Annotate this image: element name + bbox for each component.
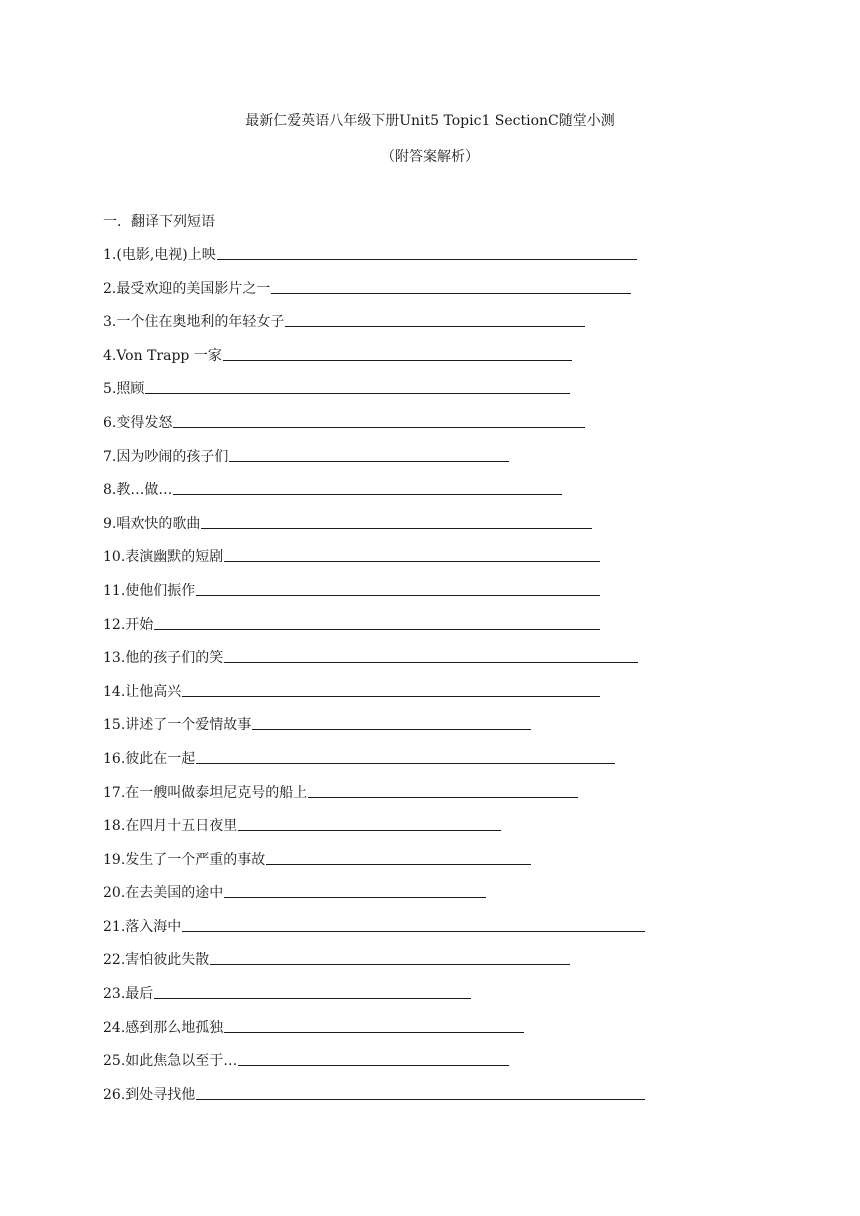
phrase-list: [103, 245, 663, 1118]
phrase-item: [103, 984, 663, 1018]
answer-blank[interactable]: [154, 984, 471, 999]
phrase-label: 19.发生了一个严重的事故: [103, 851, 266, 868]
phrase-label: 6.变得发怒: [103, 414, 173, 431]
phrase-item: [103, 1018, 663, 1052]
answer-blank[interactable]: [271, 279, 631, 294]
phrase-item: [103, 850, 663, 884]
answer-blank[interactable]: [224, 883, 486, 898]
phrase-item: [103, 581, 663, 615]
phrase-label: 11.使他们振作: [103, 582, 196, 599]
answer-blank[interactable]: [173, 413, 585, 428]
phrase-item: [103, 312, 663, 346]
phrase-label: 12.开始: [103, 616, 154, 633]
phrase-label: 5.照顾: [103, 381, 145, 398]
phrase-label: 8.教…做…: [103, 482, 173, 499]
phrase-item: [103, 682, 663, 716]
phrase-label: 23.最后: [103, 986, 154, 1003]
document-title: 最新仁爱英语八年级下册Unit5 Topic1 SectionC随堂小测: [245, 113, 615, 129]
answer-blank[interactable]: [224, 648, 638, 663]
answer-blank[interactable]: [173, 480, 562, 495]
answer-blank[interactable]: [196, 581, 600, 596]
phrase-label: 9.唱欢快的歌曲: [103, 515, 201, 532]
phrase-item: [103, 1051, 663, 1085]
phrase-label: 26.到处寻找他: [103, 1086, 196, 1103]
phrase-item: [103, 816, 663, 850]
phrase-item: [103, 615, 663, 649]
answer-blank[interactable]: [224, 1018, 524, 1033]
phrase-item: [103, 379, 663, 413]
section-heading: 一．翻译下列短语: [103, 214, 215, 230]
phrase-item: [103, 950, 663, 984]
phrase-label: 1.(电影,电视)上映: [103, 247, 216, 263]
phrase-label: 3.一个住在奥地利的年轻女子: [103, 314, 285, 331]
answer-blank[interactable]: [196, 1085, 645, 1100]
answer-blank[interactable]: [229, 447, 509, 462]
phrase-label: 4.Von Trapp 一家: [103, 347, 222, 364]
phrase-label: 2.最受欢迎的美国影片之一: [103, 280, 271, 297]
phrase-item: [103, 715, 663, 749]
phrase-item: [103, 883, 663, 917]
phrase-item: [103, 648, 663, 682]
phrase-label: 22.害怕彼此失散: [103, 952, 210, 969]
answer-blank[interactable]: [145, 379, 570, 394]
phrase-label: 18.在四月十五日夜里: [103, 818, 238, 835]
phrase-label: 7.因为吵闹的孩子们: [103, 448, 229, 465]
phrase-label: 20.在去美国的途中: [103, 885, 224, 902]
phrase-item: [103, 480, 663, 514]
phrase-item: [103, 245, 663, 279]
answer-blank[interactable]: [154, 615, 600, 630]
answer-blank[interactable]: [182, 917, 645, 932]
phrase-label: 24.感到那么地孤独: [103, 1019, 224, 1036]
answer-blank[interactable]: [308, 783, 578, 798]
phrase-label: 25.如此焦急以至于…: [103, 1053, 238, 1070]
phrase-item: [103, 346, 663, 380]
phrase-label: 16.彼此在一起: [103, 750, 196, 767]
phrase-item: [103, 917, 663, 951]
answer-blank[interactable]: [196, 749, 615, 764]
phrase-label: 17.在一艘叫做泰坦尼克号的船上: [103, 784, 308, 801]
phrase-item: [103, 447, 663, 481]
answer-blank[interactable]: [224, 547, 600, 562]
phrase-label: 10.表演幽默的短剧: [103, 549, 224, 566]
answer-blank[interactable]: [223, 346, 572, 361]
answer-blank[interactable]: [252, 715, 531, 730]
phrase-item: [103, 783, 663, 817]
answer-blank[interactable]: [238, 1051, 509, 1066]
phrase-item: [103, 279, 663, 313]
answer-blank[interactable]: [238, 816, 501, 831]
answer-blank[interactable]: [285, 312, 585, 327]
phrase-item: [103, 1085, 663, 1119]
document-subtitle: （附答案解析）: [381, 149, 479, 165]
answer-blank[interactable]: [210, 950, 570, 965]
phrase-item: [103, 749, 663, 783]
answer-blank[interactable]: [201, 514, 592, 529]
answer-blank[interactable]: [217, 245, 637, 260]
phrase-label: 21.落入海中: [103, 918, 182, 935]
phrase-item: [103, 547, 663, 581]
phrase-label: 13.他的孩子们的笑: [103, 650, 224, 667]
answer-blank[interactable]: [182, 682, 600, 697]
phrase-item: [103, 514, 663, 548]
phrase-item: [103, 413, 663, 447]
phrase-label: 15.讲述了一个爱情故事: [103, 717, 252, 734]
answer-blank[interactable]: [266, 850, 531, 865]
phrase-label: 14.让他高兴: [103, 683, 182, 700]
